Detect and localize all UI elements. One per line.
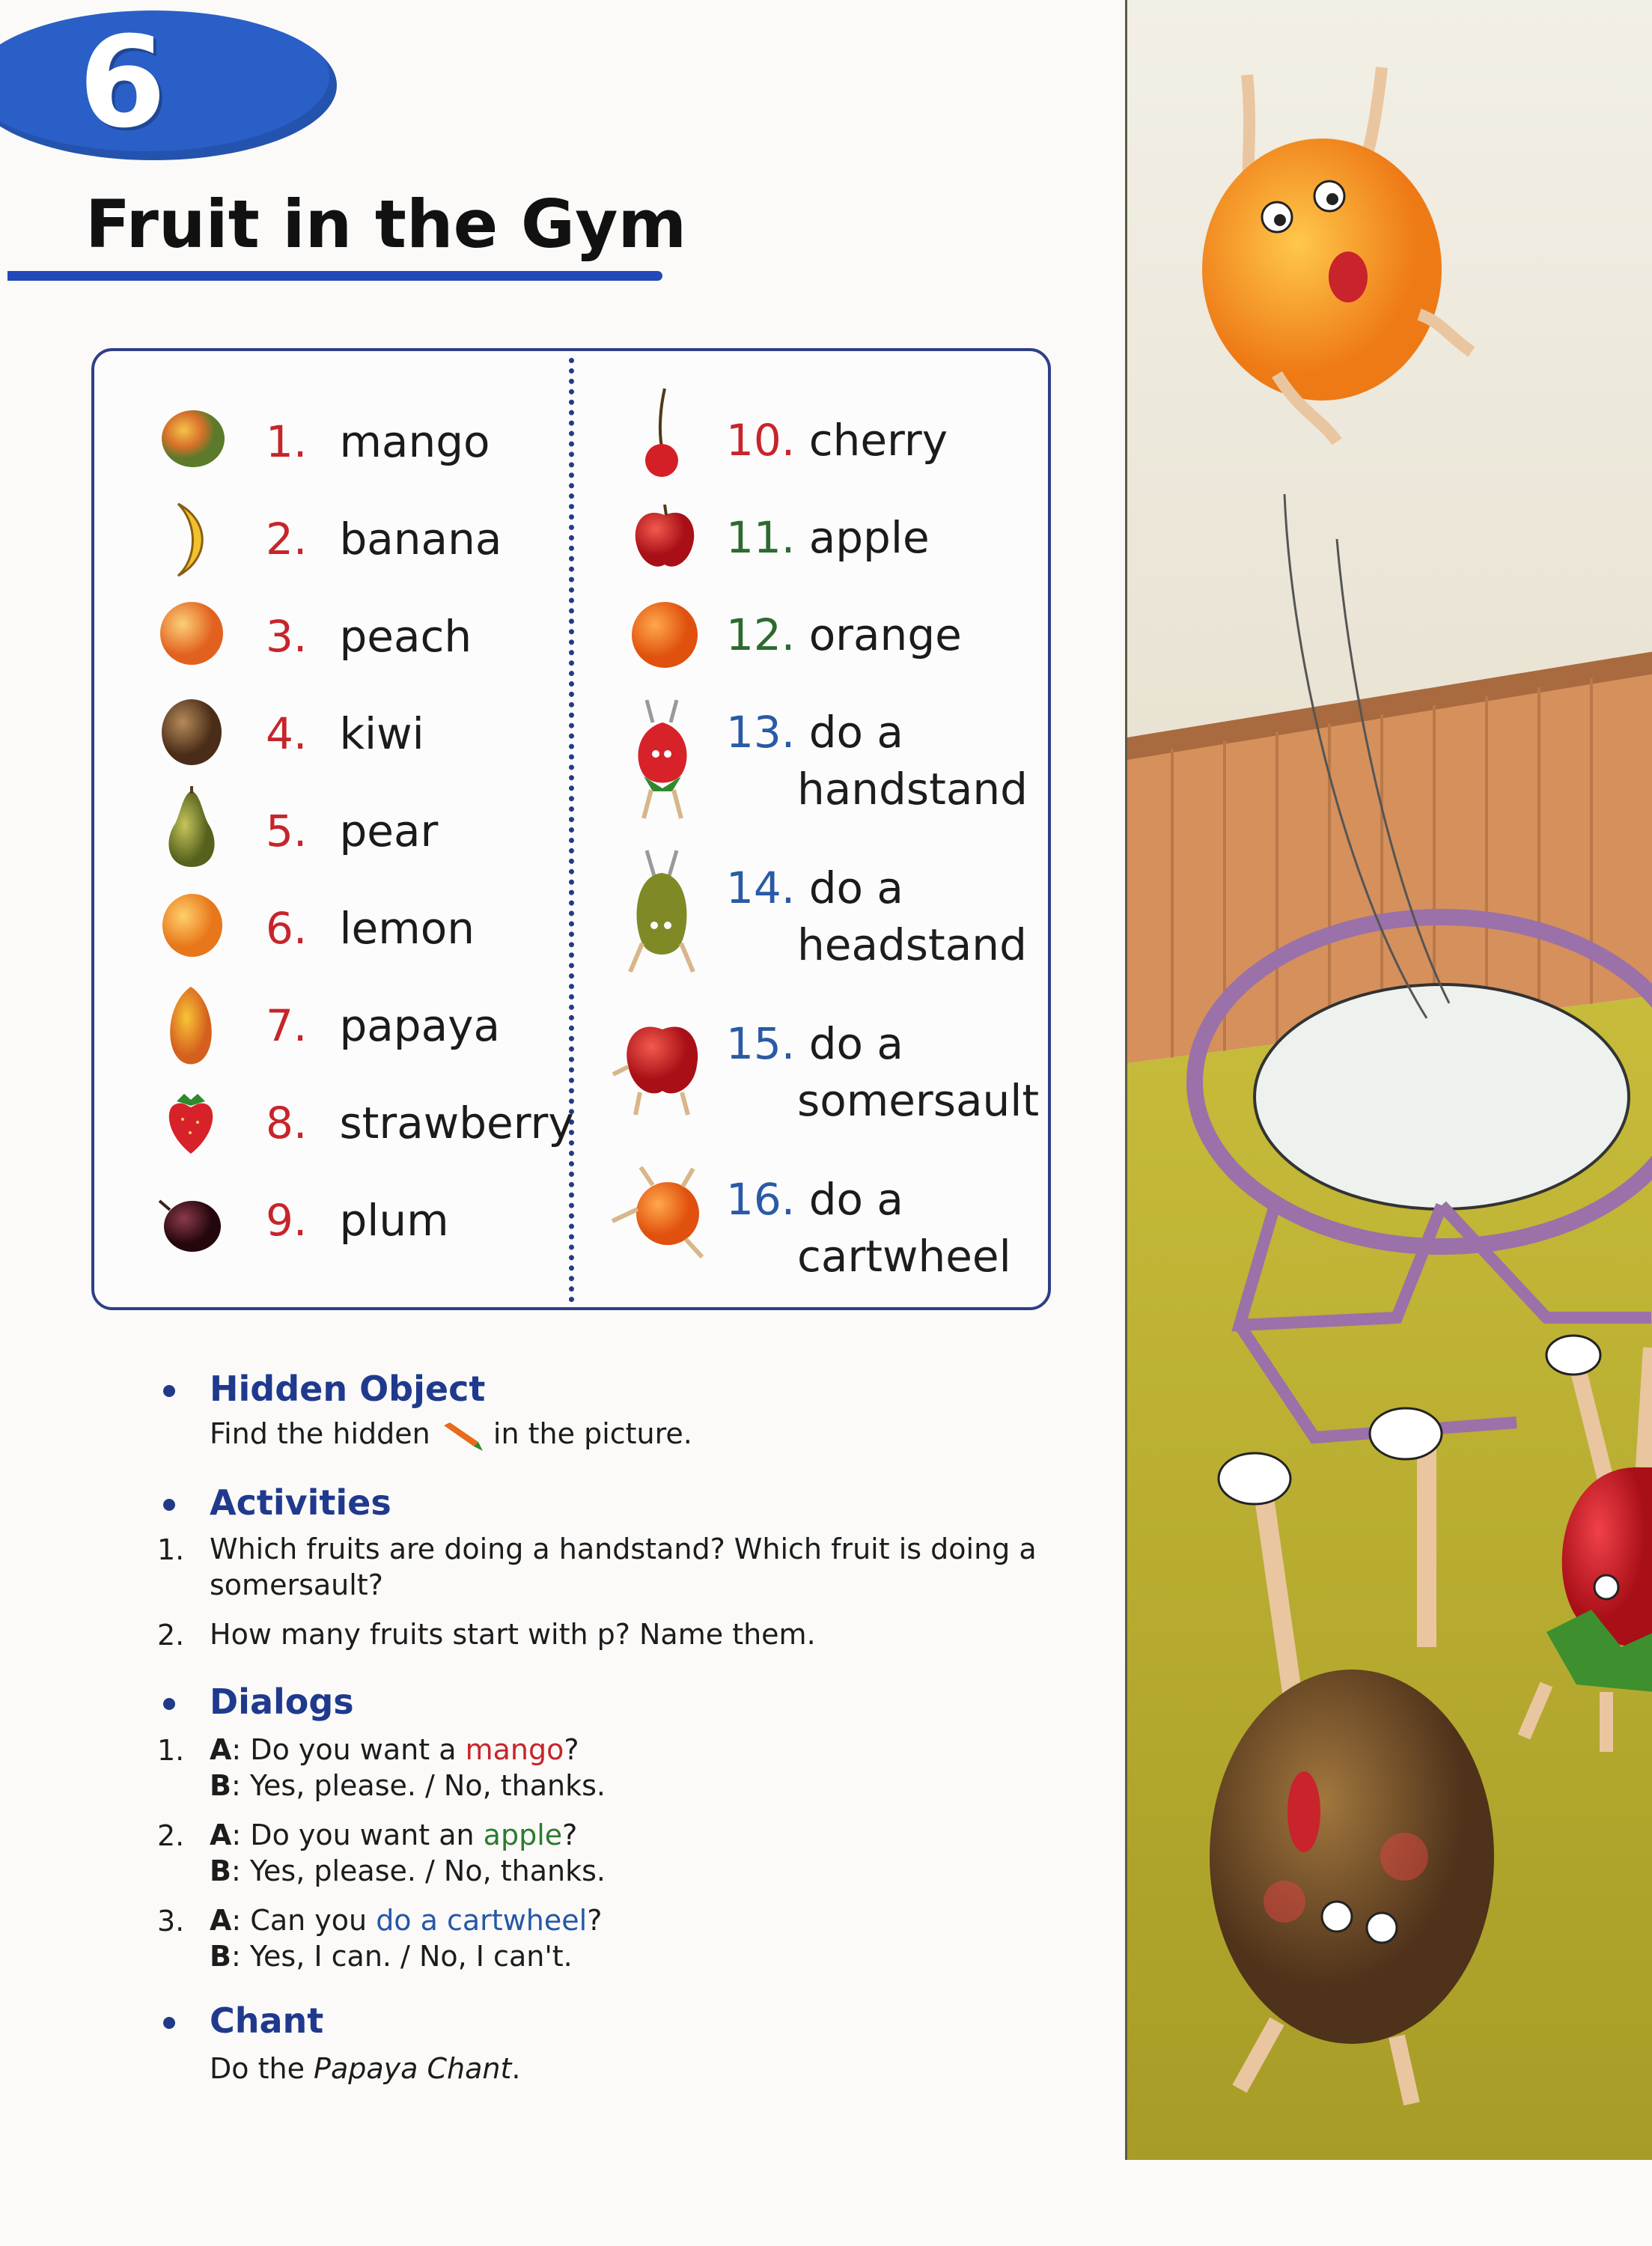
carrot-icon bbox=[439, 1419, 484, 1452]
vocab-label: peach bbox=[339, 611, 472, 662]
chant-heading: Chant bbox=[210, 2000, 324, 2041]
strawberry-icon bbox=[159, 1089, 223, 1158]
cherry-icon bbox=[635, 386, 687, 479]
strawberry-handstand-icon bbox=[621, 693, 704, 827]
vocab-item bbox=[726, 1171, 903, 1229]
vocab-number: 10. bbox=[726, 415, 796, 466]
activity-number: 2. bbox=[157, 1619, 185, 1652]
vocab-item bbox=[266, 705, 424, 763]
unit-badge bbox=[0, 10, 337, 160]
vocab-number: 13. bbox=[726, 707, 796, 758]
vocab-label-line2: handstand bbox=[797, 764, 1028, 815]
apple-icon bbox=[629, 502, 701, 573]
vocab-number: 2. bbox=[266, 514, 308, 564]
kiwi-icon bbox=[159, 696, 225, 768]
hidden-object-heading: Hidden Object bbox=[210, 1369, 486, 1409]
peach-icon bbox=[157, 599, 226, 668]
vocab-number: 14. bbox=[726, 862, 796, 913]
vocab-number: 3. bbox=[266, 611, 308, 662]
vocab-number: 8. bbox=[266, 1098, 308, 1148]
vocab-label: kiwi bbox=[339, 708, 424, 759]
vocab-item bbox=[266, 413, 490, 471]
vocab-label: papaya bbox=[339, 1000, 501, 1051]
bullet bbox=[163, 1698, 175, 1710]
bullet bbox=[163, 2017, 175, 2029]
vocab-label: strawberry bbox=[339, 1098, 574, 1148]
vocab-item bbox=[266, 997, 500, 1055]
bullet bbox=[163, 1385, 175, 1397]
gym-illustration bbox=[1125, 0, 1652, 2160]
title-underline bbox=[7, 271, 662, 281]
vocab-label: orange bbox=[808, 609, 962, 660]
mango-icon bbox=[159, 403, 228, 472]
vocab-number: 7. bbox=[266, 1000, 308, 1051]
vocab-label: cherry bbox=[808, 415, 948, 466]
vocab-number: 1. bbox=[266, 416, 308, 467]
vocab-item bbox=[726, 509, 930, 567]
vocab-number: 12. bbox=[726, 609, 796, 660]
vocab-item bbox=[266, 511, 502, 568]
vocab-number: 4. bbox=[266, 708, 308, 759]
dialog-text: A: Can you do a cartwheel? B: Yes, I can. / No, I can't. bbox=[210, 1904, 603, 1973]
vocab-number: 9. bbox=[266, 1195, 308, 1246]
vocab-label: apple bbox=[808, 512, 930, 563]
vocab-label: do a bbox=[808, 1018, 903, 1069]
vocab-item bbox=[266, 1095, 574, 1152]
banana-icon bbox=[165, 498, 217, 580]
vocab-item bbox=[266, 900, 475, 958]
vocab-label: do a bbox=[808, 1174, 903, 1225]
vocab-item bbox=[726, 606, 962, 664]
activity-number: 1. bbox=[157, 1533, 185, 1566]
orange-cartwheel-icon bbox=[608, 1164, 713, 1262]
orange-icon bbox=[629, 599, 701, 671]
vocab-item bbox=[266, 608, 472, 666]
page-title: Fruit in the Gym bbox=[85, 186, 687, 263]
dialog-number: 1. bbox=[157, 1734, 185, 1767]
vocab-item bbox=[726, 1015, 903, 1073]
vocab-number: 11. bbox=[726, 512, 796, 563]
apple-somersault-icon bbox=[610, 1014, 707, 1119]
vocab-number: 6. bbox=[266, 903, 308, 954]
unit-number: 6 bbox=[79, 9, 166, 156]
hidden-object-text: Find the hidden in the picture. bbox=[210, 1416, 692, 1452]
vocab-label: lemon bbox=[339, 903, 475, 954]
vocab-label-line2: somersault bbox=[797, 1075, 1040, 1126]
vocab-number: 15. bbox=[726, 1018, 796, 1069]
vocabulary-divider bbox=[569, 358, 574, 1303]
vocab-label: banana bbox=[339, 514, 502, 564]
vocab-item bbox=[726, 859, 903, 917]
vocab-number: 5. bbox=[266, 806, 308, 856]
vocab-label: mango bbox=[339, 416, 490, 467]
pear-headstand-icon bbox=[620, 846, 704, 981]
vocab-item bbox=[266, 803, 438, 860]
dialog-number: 3. bbox=[157, 1905, 185, 1938]
vocab-label: plum bbox=[339, 1195, 449, 1246]
dialogs-heading: Dialogs bbox=[210, 1682, 354, 1722]
bullet bbox=[163, 1499, 175, 1511]
lemon-icon bbox=[159, 891, 226, 960]
vocab-label: do a bbox=[808, 707, 903, 758]
pear-icon bbox=[156, 785, 228, 871]
vocab-label-line2: cartwheel bbox=[797, 1231, 1011, 1282]
plum-icon bbox=[153, 1193, 225, 1253]
activity-text: Which fruits are doing a handstand? Which fruit is doing a somersault? bbox=[210, 1533, 1037, 1601]
vocab-label: pear bbox=[339, 806, 439, 856]
vocab-item bbox=[726, 412, 948, 469]
dialog-text: A: Do you want a mango? B: Yes, please. / No, thanks. bbox=[210, 1733, 606, 1802]
vocab-item bbox=[266, 1192, 449, 1250]
activities-heading: Activities bbox=[210, 1482, 391, 1523]
vocab-label: do a bbox=[808, 862, 903, 913]
vocab-number: 16. bbox=[726, 1174, 796, 1225]
vocab-item bbox=[726, 704, 903, 761]
vocab-label-line2: headstand bbox=[797, 919, 1027, 970]
activity-text: How many fruits start with p? Name them. bbox=[210, 1618, 816, 1651]
dialog-number: 2. bbox=[157, 1819, 185, 1852]
chant-text: Do the Papaya Chant. bbox=[210, 2052, 521, 2085]
papaya-icon bbox=[159, 982, 223, 1069]
dialog-text: A: Do you want an apple? B: Yes, please. / No, thanks. bbox=[210, 1819, 606, 1887]
